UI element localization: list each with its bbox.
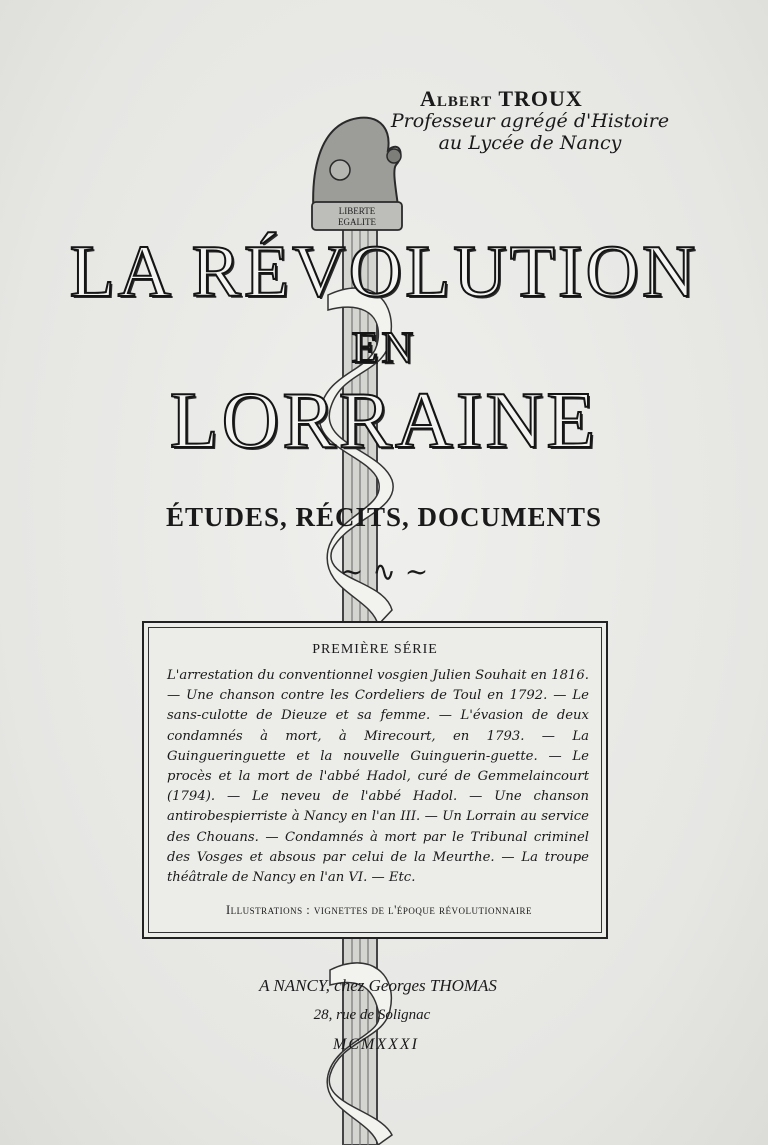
- author-name: Albert TROUX: [420, 86, 583, 111]
- imprint-publisher: A NANCY, chez Georges THOMAS: [259, 976, 497, 995]
- svg-text:LIBERTE: LIBERTE: [338, 206, 376, 216]
- imprint-address: 28, rue de Solignac: [313, 1007, 431, 1023]
- title-line-2: EN: [351, 323, 417, 372]
- contents-box-inner-frame: [148, 627, 602, 933]
- illustrations-note: Illustrations : vignettes de l'époque révolutionnaire: [226, 903, 532, 917]
- imprint-year: MCMXXXI: [333, 1036, 419, 1053]
- author-role-line1: Professeur agrégé d'Histoire: [390, 110, 670, 132]
- title-line-1: LA RÉVOLUTION: [69, 231, 699, 313]
- title-line-3: LORRAINE: [169, 377, 599, 465]
- contents-text: L'arrestation du conventionnel vosgien Julien Souhait en 1816. — Une chanson contre les Cordeliers de Toul en 1792. — Le sans-culotte de Dieuze et sa femme. — L'évasion de deux condamnés à mort, à Mirecourt, en 1793. — La Guingueringuette et la nouvelle Guinguerin-guette. — Le procès et la mort de l'abbé Hadol, curé de Gemmelaincourt (1794). — Le neveu de l'abbé Hadol. — Une chanson antirobespierriste à Nancy en l'an III. — Un Lorrain au service des Chouans. — Condamnés à mort par le Tribunal criminel des Vosges et absous par celui de la Meurthe. — La troupe théâtrale de Nancy en l'an VI. — Etc.: [167, 668, 589, 886]
- series-label: PREMIÈRE SÉRIE: [312, 642, 438, 657]
- ornament-flourish: ~ ∿ ~: [340, 555, 429, 588]
- subtitle: ÉTUDES, RÉCITS, DOCUMENTS: [165, 502, 603, 532]
- contents-box: [142, 621, 608, 939]
- author-role: [390, 110, 670, 154]
- author-role-line2: au Lycée de Nancy: [438, 132, 622, 154]
- svg-text:EGALITE: EGALITE: [338, 217, 376, 227]
